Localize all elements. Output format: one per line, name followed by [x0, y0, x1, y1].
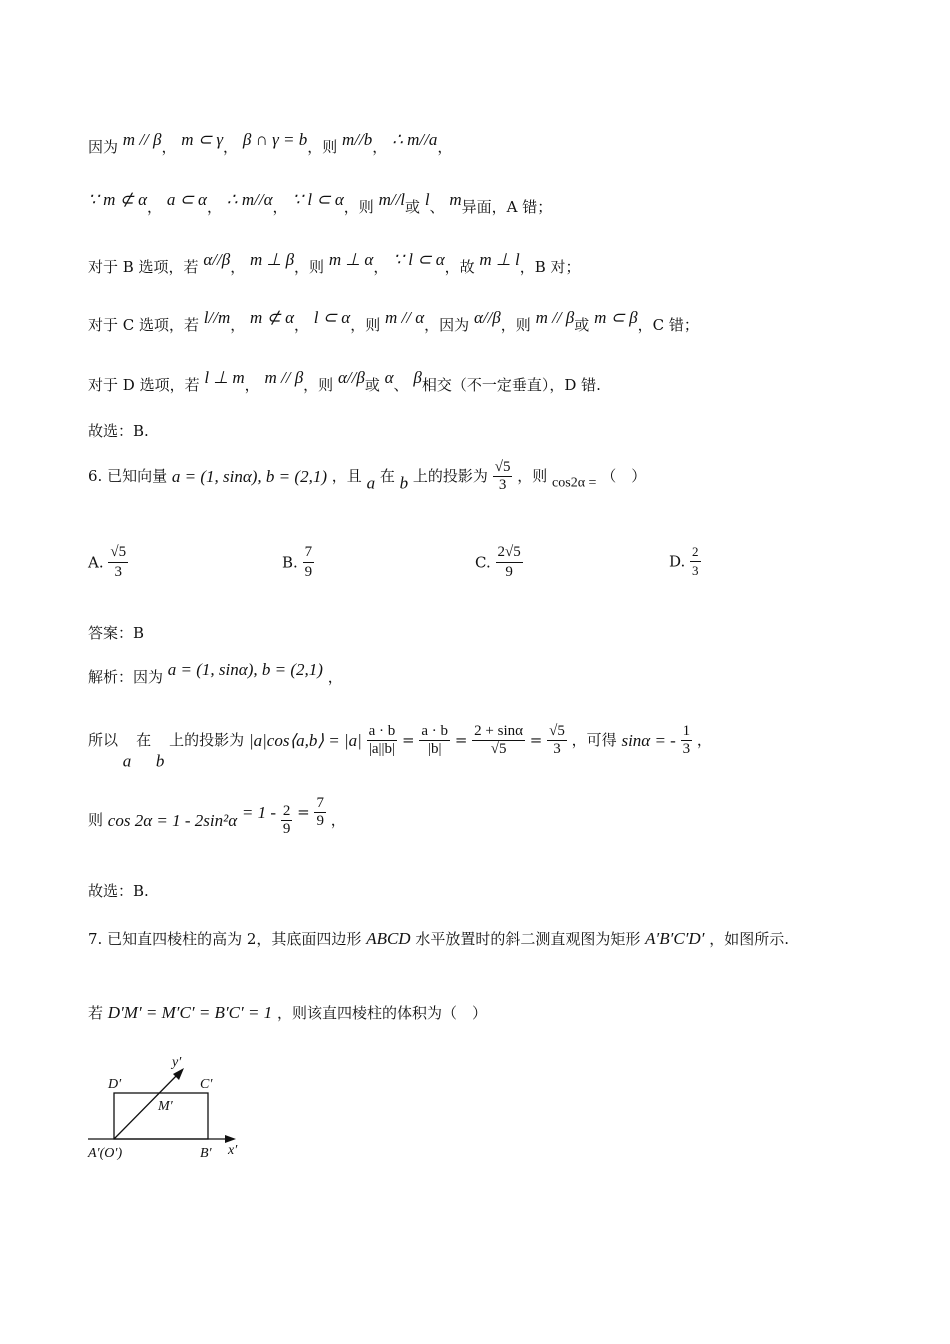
label-d: D′ [108, 1077, 122, 1092]
label-b: B′ [200, 1146, 212, 1161]
option-b-analysis: 对于 B 选项，若 α//β， m ⊥ β，则 m ⊥ α， ∵ l ⊂ α，故 m ⊥ l，B 对； [88, 250, 581, 276]
option-d-analysis: 对于 D 选项，若 l ⊥ m， m // β，则 α//β或 α、 β相交（不一定垂直），D 错. [88, 368, 601, 394]
solution-line-1: 因为 m // β， m ⊂ γ， β ∩ γ = b，则 m//b， ∴ m//a， [88, 130, 453, 156]
question-6: 6. 已知向量 a = (1, sinα), b = (2,1) ，且 a 在 b 上的投影为 $\frac{√5}{3}$ ，则 cos2α = （ ） [88, 459, 647, 493]
question-7-condition: 若 D′M′ = M′C′ = B′C′ = 1 ，则该直四棱柱的体积为（ ） [88, 1003, 487, 1022]
x-axis-arrow [225, 1135, 236, 1143]
analysis-intro: 解析：因为 a = (1, sinα), b = (2,1) ， [88, 660, 343, 686]
label-x: x′ [228, 1143, 238, 1158]
projection-fraction: $\frac{√5}{3}$ [494, 459, 511, 493]
option-a[interactable]: A. $\frac{√5}{3}$ [88, 544, 127, 580]
option-d[interactable]: D. $\frac{2}{3}$ [669, 544, 699, 578]
oblique-projection-figure [84, 1048, 254, 1168]
label-c: C′ [200, 1077, 213, 1092]
label-a: A′(O′) [88, 1146, 123, 1161]
option-c[interactable]: C. $\frac{2√5}{9}$ [475, 544, 521, 580]
answer: 答案：B [88, 624, 145, 642]
option-b[interactable]: B. $\frac{7}{9}$ [282, 544, 313, 580]
question-7: 7. 已知直四棱柱的高为 2，其底面四边形 ABCD 水平放置时的斜二测直观图为矩形 A′B′C′D′ ，如图所示. [88, 929, 789, 948]
choice-statement-2: 故选：B. [88, 882, 149, 900]
choice-statement-1: 故选：B. [88, 422, 149, 440]
option-c-analysis: 对于 C 选项，若 l//m， m ⊄ α， l ⊂ α，则 m // α，因为 α//β，则 m // β或 m ⊂ β，C 错； [88, 308, 699, 334]
cos-derivation: 则 cos 2α = 1 - 2sin²α = 1 - $\frac{2}{9}$ = $\frac{7}{9}$ ， [88, 795, 346, 837]
label-m: M′ [158, 1099, 173, 1114]
solution-line-2: ∵ m ⊄ α， a ⊂ α， ∴ m//α， ∵ l ⊂ α，则 m//l或 l、 m异面，A 错； [88, 190, 553, 216]
projection-derivation: 所以 a 在 b 上的投影为 |a|cos⟨a,b⟩ = |a| $\frac{a \cdot b}{|a||b|}$ = $\frac{a \cdot b}{|b|}$ = $\frac{2 + \sin\alpha}{√5}$ = $\frac{√5}{3}$ ，可得 sinα = - $\frac{1}{3}$ ， [88, 723, 712, 771]
label-y: y′ [172, 1055, 182, 1070]
